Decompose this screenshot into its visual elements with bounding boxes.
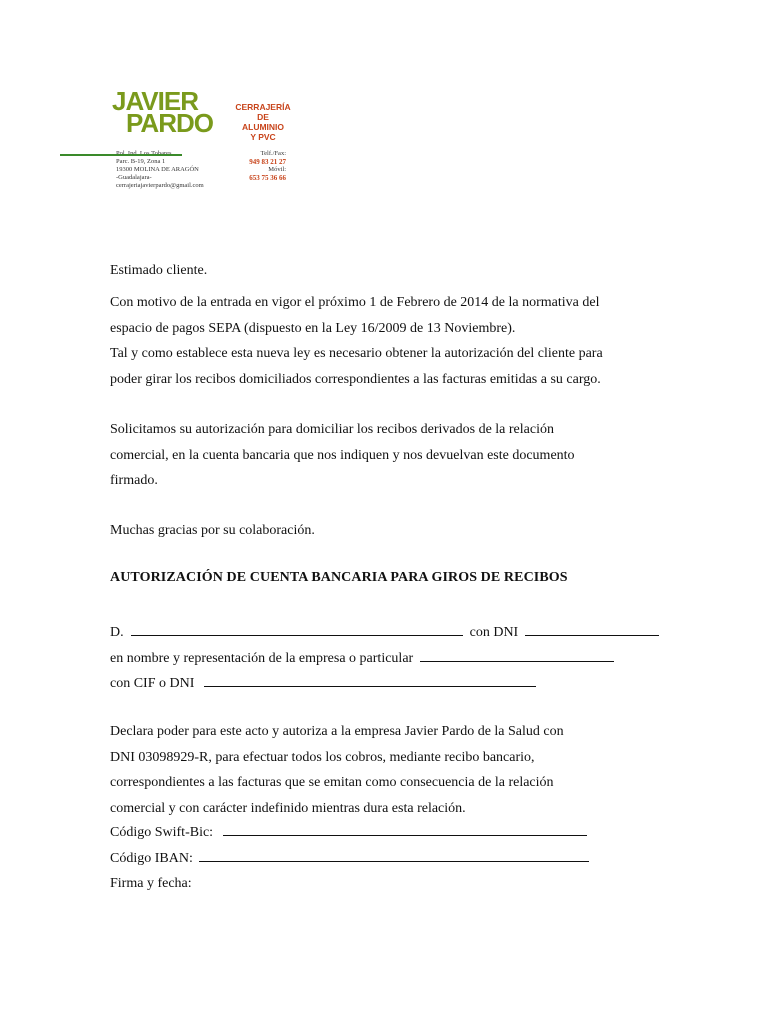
- representation-blank[interactable]: [420, 647, 614, 662]
- holder-line: [110, 620, 670, 646]
- holder-dni-label: con DNI: [469, 625, 519, 640]
- letterhead: [112, 86, 291, 196]
- swift-blank[interactable]: [223, 821, 587, 836]
- iban-line: [110, 846, 670, 872]
- company-address: [116, 150, 236, 190]
- cif-label: con CIF o DNI: [110, 676, 195, 691]
- holder-dni-blank[interactable]: [525, 621, 659, 636]
- holder-name-label: D.: [110, 625, 124, 640]
- cif-blank[interactable]: [204, 672, 536, 687]
- address-line: 19300 MOLINA DE ARAGÓN: [116, 166, 199, 173]
- logo-tagline-line: CERRAJERÍA DE: [235, 102, 291, 122]
- logo-tagline-line: Y PVC: [250, 132, 276, 142]
- address-line: Parc. B-19, Zona 1: [116, 158, 166, 165]
- paragraph-request: [110, 417, 670, 494]
- text-line: Declara poder para este acto y autoriza a la empresa Javier Pardo de la Salud con: [110, 724, 564, 739]
- form-heading: AUTORIZACIÓN DE CUENTA BANCARIA PARA GIROS DE RECIBOS: [110, 570, 568, 585]
- holder-name-blank[interactable]: [131, 621, 463, 636]
- paragraph-sepa: [110, 290, 670, 392]
- text-line: Solicitamos su autorización para domiciliar los recibos derivados de la relación: [110, 422, 554, 437]
- text-line: correspondientes a las facturas que se emitan como consecuencia de la relación: [110, 775, 554, 790]
- text-line: comercial, en la cuenta bancaria que nos indiquen y nos devuelvan este documento: [110, 447, 575, 463]
- mobile-label: Móvil:: [268, 166, 286, 173]
- phone-label: Telf./Fax:: [260, 150, 286, 157]
- text-line: poder girar los recibos domiciliados correspondientes a las facturas emitidas a su cargo.: [110, 371, 601, 387]
- text-line: Con motivo de la entrada en vigor el próximo 1 de Febrero de 2014 de la normativa del: [110, 295, 600, 310]
- logo-tagline-line: ALUMINIO: [241, 122, 285, 132]
- thanks-line: Muchas gracias por su colaboración.: [110, 523, 315, 538]
- address-line: -Guadalajara-: [116, 174, 152, 181]
- iban-blank[interactable]: [199, 847, 589, 862]
- company-email: cerrajeriajavierpardo@gmail.com: [116, 182, 204, 189]
- text-line: comercial y con carácter indefinido mientras dura esta relación.: [110, 800, 466, 816]
- declaration-paragraph: [110, 719, 670, 821]
- logo-name-line1: JAVIER: [112, 86, 198, 116]
- company-phones: [230, 150, 286, 182]
- representation-line: [110, 646, 670, 672]
- text-line: firmado.: [110, 473, 158, 488]
- signature-line: Firma y fecha:: [110, 876, 192, 891]
- swift-line: [110, 820, 670, 846]
- mobile-number: 653 75 36 66: [249, 174, 286, 182]
- text-line: Tal y como establece esta nueva ley es necesario obtener la autorización del cliente para: [110, 346, 603, 361]
- swift-label: Código Swift-Bic:: [110, 825, 214, 840]
- representation-label: en nombre y representación de la empresa o particular: [110, 651, 414, 666]
- iban-label: Código IBAN:: [110, 851, 193, 866]
- text-line: espacio de pagos SEPA (dispuesto en la Ley 16/2009 de 13 Noviembre).: [110, 320, 516, 336]
- cif-line: [110, 671, 670, 697]
- text-line: DNI 03098929-R, para efectuar todos los cobros, mediante recibo bancario,: [110, 749, 535, 765]
- logo-name-line2: PARDO: [126, 108, 213, 138]
- phone-number: 949 83 21 27: [249, 158, 286, 166]
- company-logo: [112, 86, 213, 138]
- greeting: Estimado cliente.: [110, 263, 208, 278]
- logo-tagline: [230, 102, 296, 142]
- letterhead-divider: [60, 154, 182, 156]
